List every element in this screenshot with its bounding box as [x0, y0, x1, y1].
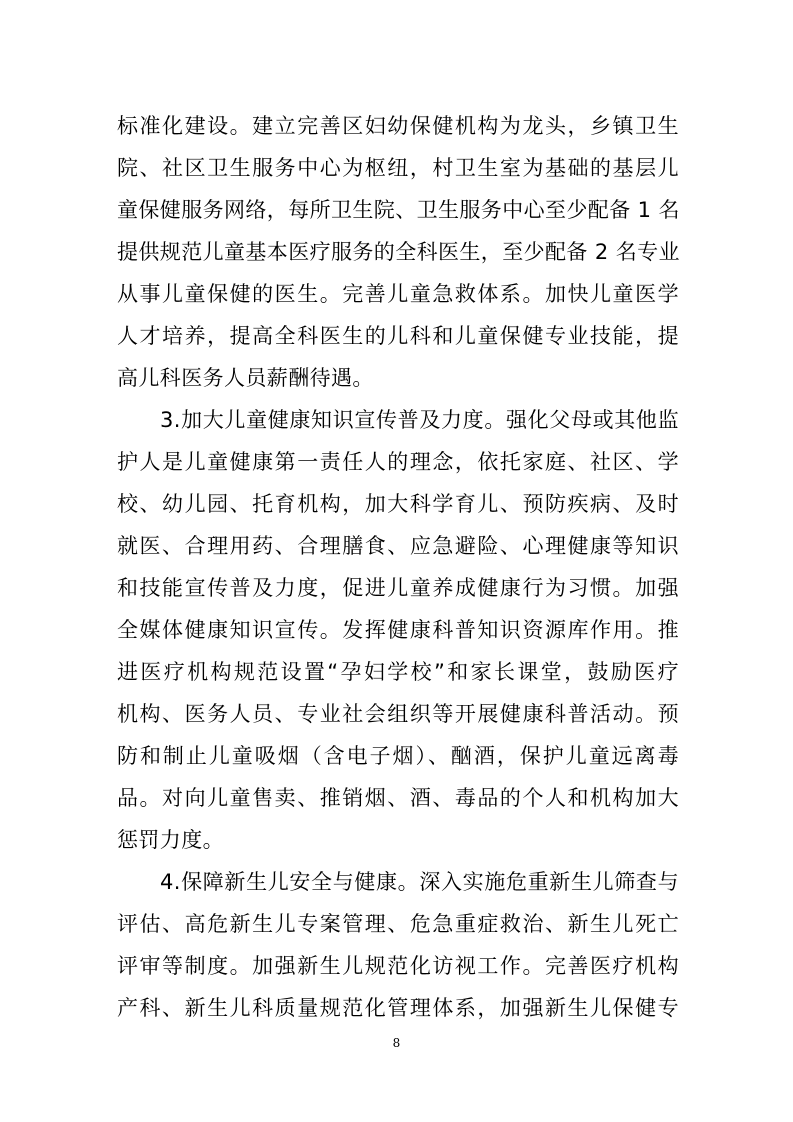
text-line: 机构、医务人员、专业社会组织等开展健康科普活动。预	[117, 702, 679, 726]
text-line: 评估、高危新生儿专案管理、危急重症救治、新生儿死亡	[117, 912, 679, 936]
text-line: 就医、合理用药、合理膳食、应急避险、心理健康等知识	[117, 534, 679, 558]
text-line: 防和制止儿童吸烟（含电子烟）、酗酒，保护儿童远离毒	[117, 744, 679, 768]
page-number: 8	[392, 1036, 401, 1050]
text-line: 产科、新生儿科质量规范化管理体系，加强新生儿保健专	[117, 996, 679, 1020]
text-line: 进医疗机构规范设置“孕妇学校”和家长课堂，鼓励医疗	[117, 660, 679, 684]
text-line: 提供规范儿童基本医疗服务的全科医生，至少配备 2 名专业	[117, 240, 680, 264]
text-line: 标准化建设。建立完善区妇幼保健机构为龙头，乡镇卫生	[117, 114, 679, 138]
text-line: 院、社区卫生服务中心为枢纽，村卫生室为基础的基层儿	[117, 156, 679, 180]
text-line: 品。对向儿童售卖、推销烟、酒、毒品的个人和机构加大	[117, 786, 679, 810]
text-line: 童保健服务网络，每所卫生院、卫生服务中心至少配备 1 名	[117, 198, 680, 222]
text-line: 评审等制度。加强新生儿规范化访视工作。完善医疗机构	[117, 954, 679, 978]
paragraph-heading-line: 3.加大儿童健康知识宣传普及力度。强化父母或其他监	[160, 408, 679, 432]
text-line: 校、幼儿园、托育机构，加大科学育儿、预防疾病、及时	[117, 492, 679, 516]
text-line: 惩罚力度。	[117, 828, 224, 852]
text-line: 高儿科医务人员薪酬待遇。	[117, 366, 374, 390]
text-line: 和技能宣传普及力度，促进儿童养成健康行为习惯。加强	[117, 576, 679, 600]
paragraph-heading-line: 4.保障新生儿安全与健康。深入实施危重新生儿筛查与	[160, 870, 679, 894]
text-line: 全媒体健康知识宣传。发挥健康科普知识资源库作用。推	[117, 618, 679, 642]
text-line: 从事儿童保健的医生。完善儿童急救体系。加快儿童医学	[117, 282, 679, 306]
text-line: 人才培养，提高全科医生的儿科和儿童保健专业技能，提	[117, 324, 679, 348]
text-line: 护人是儿童健康第一责任人的理念，依托家庭、社区、学	[117, 450, 679, 474]
